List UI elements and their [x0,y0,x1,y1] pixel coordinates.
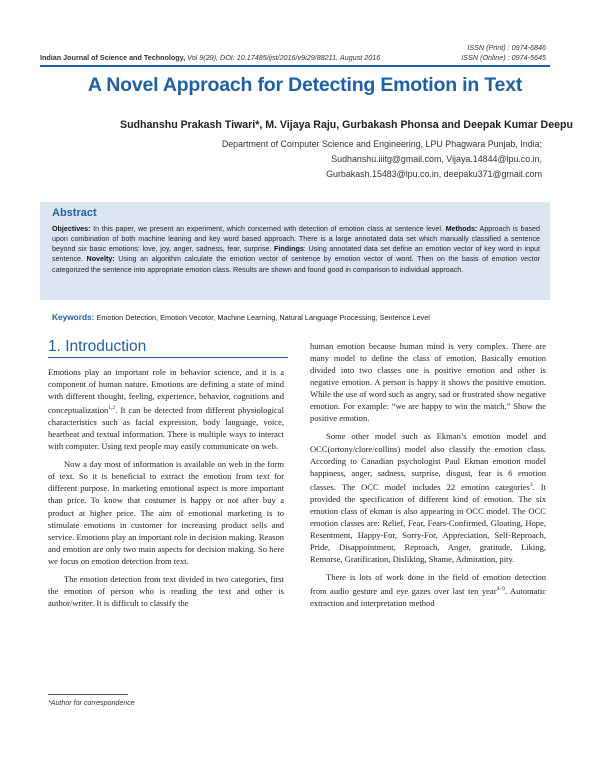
intro-paragraph-4: human emotion because human mind is very complex. There are many model to define the class of emotion. Basically emotion divided into two classes one is positive emotion and other is negative emotion. A person is happy it shows the positive emotion. While the use of word such as angry, sad or frustrated show negative emotion. For example: “we are happy to win the match.” Show the positive emotion. [310,341,546,424]
issn-block [461,43,546,63]
footnote-rule [48,694,128,695]
journal-name: Indian Journal of Science and Technology, [40,53,186,62]
objectives-text: In this paper, we present an experiment, which concerned with detection of emotion class at sentence level. [90,225,443,233]
issn-online: ISSN (Online) : 0974-5645 [461,53,546,62]
affiliation-line-1: Department of Computer Science and Engineering, LPU Phagwara Punjab, India; [221,139,542,149]
footnote: *Author for correspondence [48,699,135,707]
intro-paragraph-3: The emotion detection from text divided in two categories, first the emotion of person who is reading the text and other is author/writer. It is difficult to classify the [48,573,284,608]
intro-p5-text-b: . It provided the specification of different kind of emotion. The six emotion class of ekman is also appearing in OCC model. The OCC emotion classes are: Relief, Fear, Fears-Confirmed, Gloating, Hope, Resentment, Happy-For, Sorry-For, Appreciation, Self-Reproach, Pride, Disappointment, Reproach, Anger, gratitude, Liking, Remorse, Gratification, Disliking, Shame, Admiration, pity. [310,481,546,564]
methods-label: Methods: [445,225,478,233]
intro-p6-text-b: . Automatic extraction and interpretation method [310,585,546,608]
intro-paragraph-5 [310,430,546,565]
methods-text: Approach is based upon combination of both machine leaning and key word based approach. There is a large annotated data set which manually classified a sentence beyond six basic emotions: love, joy, anger, sadness, fear, surprise. [52,225,541,254]
abstract-heading: Abstract [52,207,97,219]
section-heading: 1. Introduction [48,338,147,355]
left-column [48,366,284,609]
section-rule [48,357,288,358]
keywords-text: Emotion Detection, Emotion Vecotor, Machine Learning, Natural Language Processing, Sentence Level [94,313,430,322]
intro-p6-text-a: There is lots of work done in the field of emotion detection from audio gesture and eye gazes over last ten year [310,571,546,596]
intro-p1-text-a: Emotions play an important role in behavior science, and it is a component of human nature. Emotions are defining a state of mind with different thought, feeling, experience, behavior, cognitions and conceptualization [48,367,284,416]
citation-ref: 4–9 [496,586,505,593]
intro-paragraph-2: Now a day most of information is available on web in the form of text. So it is beneficial to extract the emotion from text for different purpose. In marketing emotional aspect is more important than price. To know that costumer is happy or not after buy a product at higher price. The aim of emotional marketing is to stimulate emotions in customer for increasing product sells and service. Emotions play an important role in decision making. Reason and emotion are only two main aspects for decision making. So here we focus on emotion detection from text. [48,459,284,566]
intro-p5-text-a: Some other model such as Ekman’s emotion model and OCC(ortony/clore/collins) model also classify the emotion class. According to Canadian psychologist Paul Ekman emotion model happiness, anger, sadness, surprise, disgust, fear is 6 emotion classes. The OCC model includes 22 emotion categories [310,431,546,492]
novelty-label: Novelty: [86,255,115,264]
paper-title: A Novel Approach for Detecting Emotion in Text [87,74,523,96]
header-rule [40,65,550,67]
keywords-label: Keywords: [52,312,95,322]
keywords-line [52,312,430,322]
affiliation-line-2: Sudhanshu.iiitg@gmail.com, Vijaya.14844@lpu.co.in, [331,154,542,164]
right-column [310,340,546,609]
citation-ref: 3 [529,481,533,488]
intro-paragraph-6 [310,571,546,609]
journal-citation [40,53,380,62]
journal-details: Vol 9(29), DOI: 10.17485/ijst/2016/v9i29/88211, August 2016 [185,53,381,62]
intro-paragraph-1 [48,366,284,452]
issn-print: ISSN (Print) : 0974-6846 [467,43,546,52]
objectives-label: Objectives: [52,225,91,233]
abstract-body [52,224,540,275]
intro-p1-text-b: . It can be detected from different physiological characteristics such as facial expression, body language, voice, heartbeat and textual information. There is multiple ways to interact with computer. Using text people may easily communicate on web. [48,405,284,452]
citation-ref: 1,2 [108,405,116,412]
author-list: Sudhanshu Prakash Tiwari*, M. Vijaya Raju, Gurbakash Phonsa and Deepak Kumar Deepu [120,119,573,131]
affiliation [222,137,542,182]
findings-label: Findings [274,245,304,254]
findings-text: : Using annotated data set define an emotion vector of key word in input sentence. [52,245,540,264]
novelty-text: Using an algorithm calculate the emotion vector of sentence by emotion vector of word. Then on the basis of emotion vector categorized the sentence into appropriate emotion class. Results are shown and found good in comparison to individual approach. [52,255,541,274]
affiliation-line-3: Gurbakash.15483@lpu.co.in, deepaku371@gmail.com [326,169,542,179]
